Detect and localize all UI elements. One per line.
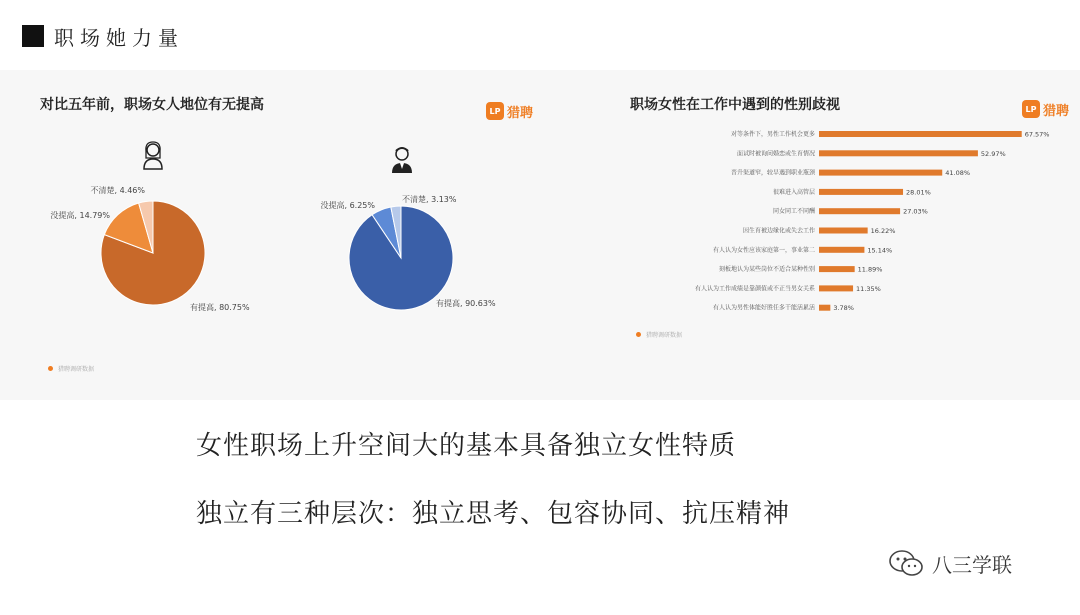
pie-chart-female: [50, 185, 250, 312]
liepin-logo-icon: LP: [486, 102, 504, 120]
bar: [819, 208, 900, 214]
pie-chart-male: [321, 194, 496, 310]
pie-slice-label: 不清楚, 3.13%: [402, 195, 457, 204]
pie-slice-label: 有提高, 90.63%: [436, 299, 496, 308]
right-source-note: [636, 330, 682, 339]
bar-value-label: 27.03%: [903, 207, 928, 216]
bar-value-label: 11.35%: [856, 284, 881, 293]
caption-line-1: 女性职场上升空间大的基本具备独立女性特质: [196, 431, 737, 461]
bar-value-label: 52.97%: [980, 149, 1006, 158]
bar-category-label: 有人认为男性体能好胜任多干能活累活: [712, 304, 815, 312]
liepin-logo-icon: LP: [1022, 100, 1040, 118]
watermark-text: 八三学联: [932, 552, 1012, 577]
right-chart-title: 职场女性在工作中遇到的性别歧视: [630, 97, 840, 113]
bar-value-label: 16.22%: [870, 227, 896, 235]
bar-category-label: 面试时被询问婚恋或生育情况: [736, 150, 815, 158]
left-chart-title: 对比五年前，职场女人地位有无提高: [40, 97, 264, 113]
source-text: 猎聘调研数据: [646, 332, 683, 339]
bar-category-label: 有人认为女性应该家庭第一，事业第二: [712, 246, 815, 254]
bar-value-label: 3.78%: [833, 304, 854, 313]
watermark: [888, 548, 1012, 578]
bar-category-label: 刻板地认为某些岗位不适合某种性别: [718, 266, 815, 274]
bar-value-label: 15.14%: [867, 246, 893, 255]
bar-value-label: 67.57%: [1024, 130, 1050, 139]
logo-text: 猎聘: [507, 105, 534, 121]
pie-slice-label: 没提高, 14.79%: [50, 211, 110, 220]
bar: [819, 266, 855, 272]
source-text: 猎聘调研数据: [58, 366, 95, 373]
male-person-icon: [392, 148, 412, 173]
pie-slice-label: 没提高, 6.25%: [320, 201, 375, 210]
bar: [819, 228, 868, 234]
bar-category-label: 对等条件下，男性工作机会更多: [730, 131, 815, 138]
pie-slice-label: 有提高, 80.75%: [190, 303, 250, 312]
right-logo: [1022, 98, 1069, 120]
bar-category-label: 很难进入高管层: [772, 188, 815, 196]
left-source-note: [48, 364, 94, 373]
bar: [819, 150, 978, 156]
logo-text: 猎聘: [1043, 103, 1070, 119]
bar: [819, 247, 864, 253]
left-logo: [486, 100, 533, 122]
pie-slice-label: 不清楚, 4.46%: [90, 186, 145, 195]
bar-value-label: 28.01%: [906, 188, 931, 197]
bar-value-label: 41.08%: [945, 169, 971, 178]
bar-value-label: 11.89%: [857, 265, 883, 274]
bar-chart-discrimination: [600, 122, 1070, 332]
bar-category-label: 晋升渠道窄，较早遇到职业瓶颈: [730, 169, 815, 177]
bar: [819, 305, 830, 311]
legend-dot-icon: [636, 332, 641, 337]
bar-category-label: 同女同工不同酬: [772, 208, 815, 216]
legend-dot-icon: [48, 366, 53, 371]
section-title: 职场她力量: [54, 26, 184, 50]
bar-category-label: 因生育被边缘化或失去工作: [742, 227, 815, 235]
wechat-icon: [888, 548, 924, 578]
pie-charts: [0, 120, 560, 350]
section-marker-square: [22, 25, 44, 47]
bar: [819, 170, 942, 176]
bar: [819, 131, 1022, 137]
caption-line-2: 独立有三种层次：独立思考、包容协同、抗压精神: [196, 499, 791, 529]
bar: [819, 189, 903, 195]
bar-category-label: 有人认为工作成绩是靠颜值或不正当男女关系: [694, 285, 815, 293]
female-person-icon: [144, 142, 162, 169]
bar: [819, 285, 853, 291]
